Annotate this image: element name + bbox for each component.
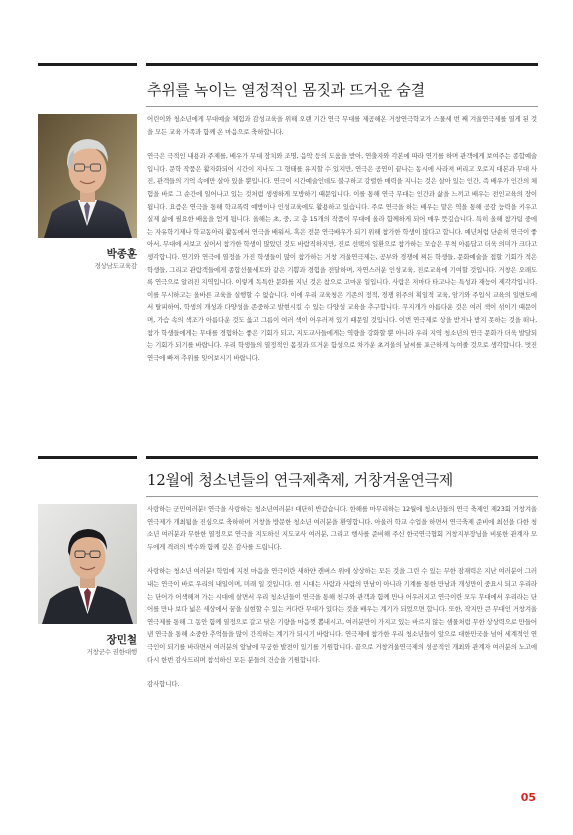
section1-author-role: 경상남도교육감 bbox=[94, 262, 137, 270]
section1-author-rule bbox=[38, 63, 137, 66]
section1-author-photo bbox=[38, 114, 137, 238]
section2-title: 12월에 청소년들의 연극제축제, 거창겨울연극제 bbox=[147, 471, 453, 489]
section2-author-rule bbox=[38, 456, 137, 459]
section1-paragraph: 연극은 극적인 내용과 주제를, 배우가 무대 장치와 조명, 음악 등의 도움을 받아, 연출자와 각본에 따라 연기를 하며 관객에게 보여주는 종합예술입니다. 문학 작품은 활자화되어 시간이 지나도 그 형태를 유지할 수 있지만, 연극은 공연이 끝나는 동시에 사라져 버리고 오로지 대본과 무대 사진, 관객들의 기억 속에만 살아 있을 뿐입니다. 연극이 시간예술인데도 불구하고 강렬한 매력을 지니는 것은 살아 있는 인간, 즉 배우가 인간의 체험을 바로 그 순간에 일어나고 있는 것처럼 생생하게 모방하기 때문입니다. 이를 통해 연극 무대는 인간과 삶을 느끼고 배우는 전인교육의 장이 됩니다. 요즘은 연극을 통해 학교폭력 예방이나 인성교육에도 활용하고 있습니다. 주로 연극을 하는 배우는 맡은 역을 통해 공감 능력을 키우고 실제 삶에 필요한 배움을 얻게 됩니다. 올해는 초, 중, 고 총 15개의 작품이 무대에 올라 함께하게 되어 매우 뜻깊습니다. 특히 올해 참가팀 중에는 자유학기제나 학교동아리 활동에서 연극을 배워서, 혹은 전문 연극배우가 되기 위해 참가한 학생이 많다고 합니다. 예년처럼 단순히 연극이 좋아서, 무대에 서보고 싶어서 참가한 학생이 많았던 것도 바람직하지만, 진로 선택의 일환으로 참가하는 모습은 무척 아름답고 더욱 의미가 크다고 생각합니다. 연기와 연극에 열정을 가진 학생들이 많이 참가하는 거창 겨울연극제는, 공부와 경쟁에 찌든 학생들, 문화예술을 접할 기회가 적은 학생들, 그리고 관람객들에게 종합선물세트와 같은 기쁨과 경험을 전달하며, 자연스러운 인성교육, 진로교육에 기여할 것입니다. 거창은 오래도록 연극으로 알려진 지역입니다. 이렇게 독특한 문화를 지닌 것은 참으로 고마운 일입니다. 사람은 저마다 타고나는 특성과 재능이 제각각입니다. 이를 무시하고는 올바른 교육을 실행할 수 없습니다. 이에 우리 교육청은 기존의 정적, 경쟁 위주의 획일적 교육, 암기와 주입식 교육의 일변도에서 탈피하여, 학생의 개성과 다양성을 존중하고 발현시킬 수 있는 다양성 교육을 추구합니다. 무지개가 아름다운 것은 여러 색이 섞이기 때문이며, 가슴 속의 색조가 아름다운 것도 옳고 그름이 여러 색이 어우러져 있기 때문일 것입니다. 이번 연극제로 상을 받거나 받지 못하는 것을 떠나, 참가 학생들에게는 무대를 경험하는 좋은 기회가 되고, 지도교사들에게는 역량을 강화할 뿐 아니라 우리 지역 청소년의 연극 문화가 더욱 발달되는 기회가 되기를 바랍니다. 우리 학생들의 열정적인 몸짓과 뜨거운 함성으로 차가운 초겨울의 날씨를 포근하게 녹여줄 것으로 생각합니다. 멋진 연극에 빠져 추위를 잊어보시기 바랍니다. bbox=[147, 152, 537, 362]
section2-paragraph: 감사합니다. bbox=[147, 680, 180, 689]
section2-author-role: 거창군수 권한대행 bbox=[86, 648, 137, 656]
section1-author-name: 박종훈 bbox=[106, 248, 137, 260]
section1-title: 추위를 녹이는 열정적인 몸짓과 뜨거운 숨결 bbox=[147, 81, 425, 99]
section1-body bbox=[147, 113, 537, 364]
section1-title-underline bbox=[146, 106, 538, 107]
section2-title-underline bbox=[146, 496, 538, 497]
section2-paragraph: 사랑하는 군민여러분! 연극을 사랑하는 청소년여러분! 대단히 반갑습니다. 한해를 마무리하는 12월에 청소년들의 연극 축제인 제23회 거창겨울연극제가 개최됨을 진심으로 축하하며 거창을 방문한 청소년 여러분을 환영합니다. 아울러 학교 수업을 하면서 연극축제 준비에 최선을 다한 청소년 여러분과 무한한 열정으로 연극을 지도하신 지도교사 여러분, 그리고 행사를 준비해 주신 한국연극협회 거창지부장님을 비롯한 관계자 모두에게 격려의 박수와 함께 깊은 감사를 드립니다. bbox=[147, 505, 537, 551]
section2-paragraph: 사랑하는 청소년 여러분! 학업에 지친 마음을 연극이란 새하얀 캔버스 위에 상상하는 모든 것을 그린 수 있는 무한 잠재력은 지난 여러분이 그러내는 연극이 바로 우리의 내일이며, 미래 일 것입니다. 현 시대는 사람과 사람의 만남이 아니라 기계를 통한 만남과 개성만이 중요시 되고 우리라는 단어가 어색해져 가는 시대에 살면서 우리 청소년들이 연극을 통해 친구와 관객과 함께 만나 어우러지고 연극이란 모두 무대에서 우리라는 단어를 만나 보다 넓은 세상에서 꿈을 실현할 수 있는 커다란 무대가 있다는 것을 배우는 계기가 되었으면 합니다. 또한, 작지만 큰 무대인 거창겨울연극제를 통해 그 동안 함께 열정으로 갈고 닦은 기량을 마음껏 뽐내시고, 여러분만이 가지고 있는 바르지 않는 샘물처럼 무한 상상력으로 만들어낸 연극을 통해 소중한 추억들을 많이 간직하는 계기가 되시기 바랍니다. 연극제에 참가한 우리 청소년들이 앞으로 대한민국을 넘어 세계적인 연극인이 되기를 바라면서 여러분의 앞날에 무궁한 발전이 있기를 기원합니다. 끝으로 거창겨울연극제의 성공적인 개최와 관계자 여러분의 노고에 다시 한번 감사드리며 참석하신 모든 분들의 건승을 기원합니다. bbox=[147, 567, 537, 664]
section2-title-rule bbox=[146, 456, 538, 459]
section1-paragraph: 어린이와 청소년에게 무대예술 체험과 감성교육을 위해 오랜 기간 연극 무대를 제공해온 거창연극학교가 스물세 번 째 겨울연극제를 열게 된 것을 모든 교육 가족과 함께 온 마음으로 축하합니다. bbox=[147, 115, 537, 136]
section2-body bbox=[147, 503, 537, 691]
section1-title-rule bbox=[146, 63, 538, 66]
section2-author-name: 장민철 bbox=[106, 634, 137, 646]
page-number: 05 bbox=[520, 791, 536, 804]
section2-author-photo bbox=[38, 504, 137, 624]
